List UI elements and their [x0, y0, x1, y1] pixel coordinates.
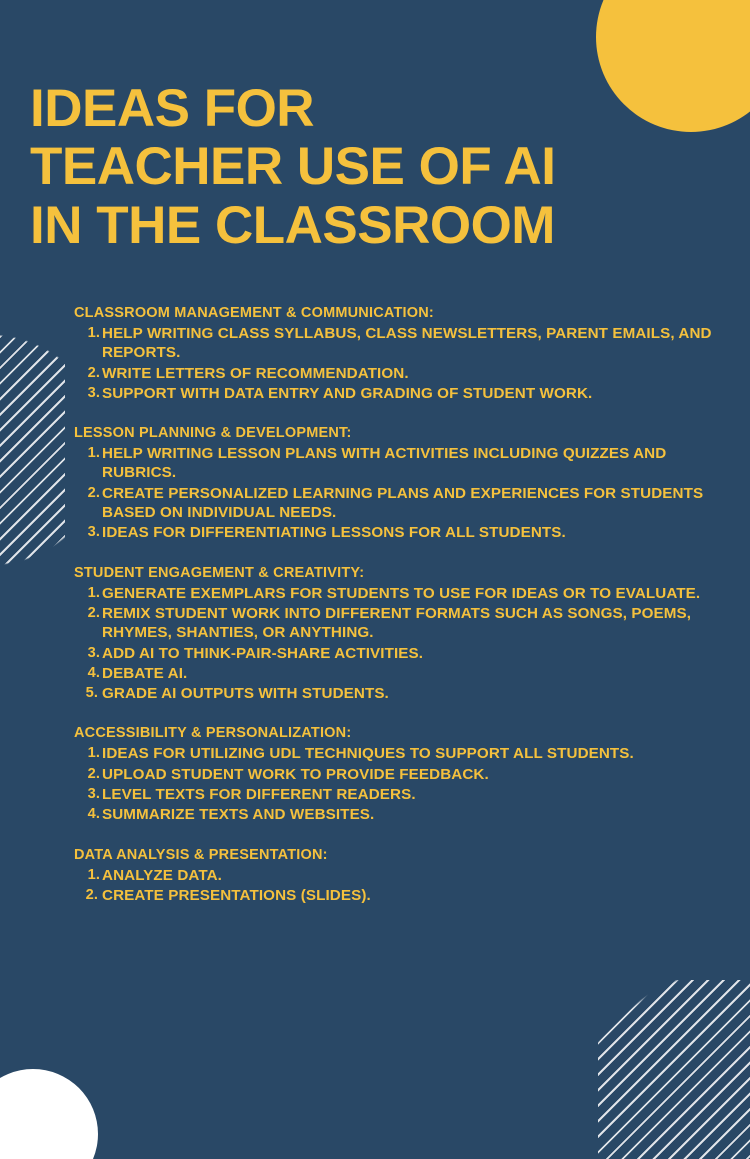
list-item: IDEAS FOR DIFFERENTIATING LESSONS FOR ALL STUDENTS.: [102, 524, 566, 542]
section-items: [74, 866, 730, 906]
list-item: REMIX STUDENT WORK INTO DIFFERENT FORMATS SUCH AS SONGS, POEMS, RHYMES, SHANTIES, OR ANYTHING.: [102, 604, 692, 642]
section-accessibility: [74, 725, 730, 824]
title-line-1: IDEAS FOR: [30, 78, 315, 138]
section-classroom-management: [74, 305, 730, 403]
list-item: IDEAS FOR UTILIZING UDL TECHNIQUES TO SUPPORT ALL STUDENTS.: [102, 745, 634, 763]
list-item: CREATE PERSONALIZED LEARNING PLANS AND EXPERIENCES FOR STUDENTS BASED ON INDIVIDUAL NEEDS.: [102, 484, 704, 522]
section-items: [74, 444, 730, 542]
title-line-2: TEACHER USE OF AI: [30, 137, 556, 197]
list-item: UPLOAD STUDENT WORK TO PROVIDE FEEDBACK.: [102, 765, 489, 783]
list-item: GENERATE EXEMPLARS FOR STUDENTS TO USE FOR IDEAS OR TO EVALUATE.: [102, 584, 701, 602]
section-student-engagement: [74, 565, 730, 704]
section-heading: ACCESSIBILITY & PERSONALIZATION:: [74, 725, 352, 742]
list-item: LEVEL TEXTS FOR DIFFERENT READERS.: [102, 786, 416, 804]
list-item: DEBATE AI.: [102, 664, 188, 682]
decorative-circle-bottom-left: [0, 1069, 98, 1159]
section-heading: CLASSROOM MANAGEMENT & COMMUNICATION:: [74, 305, 434, 321]
list-item: ADD AI TO THINK-PAIR-SHARE ACTIVITIES.: [102, 644, 424, 662]
section-items: [74, 584, 730, 704]
content-list: [74, 305, 730, 906]
section-heading: STUDENT ENGAGEMENT & CREATIVITY:: [74, 564, 365, 581]
section-lesson-planning: [74, 425, 730, 542]
list-item: HELP WRITING LESSON PLANS WITH ACTIVITIES INCLUDING QUIZZES AND RUBRICS.: [102, 445, 667, 482]
section-items: [74, 744, 730, 824]
list-item: WRITE LETTERS OF RECOMMENDATION.: [102, 364, 409, 382]
title-line-3: IN THE CLASSROOM: [30, 196, 555, 256]
list-item: GRADE AI OUTPUTS WITH STUDENTS.: [102, 685, 389, 703]
list-item: HELP WRITING CLASS SYLLABUS, CLASS NEWSLETTERS, PARENT EMAILS, AND REPORTS.: [102, 325, 712, 362]
section-heading: DATA ANALYSIS & PRESENTATION:: [74, 846, 328, 863]
list-item: CREATE PRESENTATIONS (SLIDES).: [102, 886, 371, 904]
section-data-analysis: [74, 847, 730, 906]
list-item: SUPPORT WITH DATA ENTRY AND GRADING OF STUDENT WORK.: [102, 384, 593, 402]
page-title: [30, 80, 720, 256]
list-item: ANALYZE DATA.: [102, 866, 222, 884]
decorative-hatch-left: [0, 300, 65, 600]
section-heading: LESSON PLANNING & DEVELOPMENT:: [74, 425, 352, 442]
decorative-hatch-bottom-right: [598, 980, 750, 1159]
section-items: [74, 324, 730, 403]
list-item: SUMMARIZE TEXTS AND WEBSITES.: [102, 806, 375, 824]
